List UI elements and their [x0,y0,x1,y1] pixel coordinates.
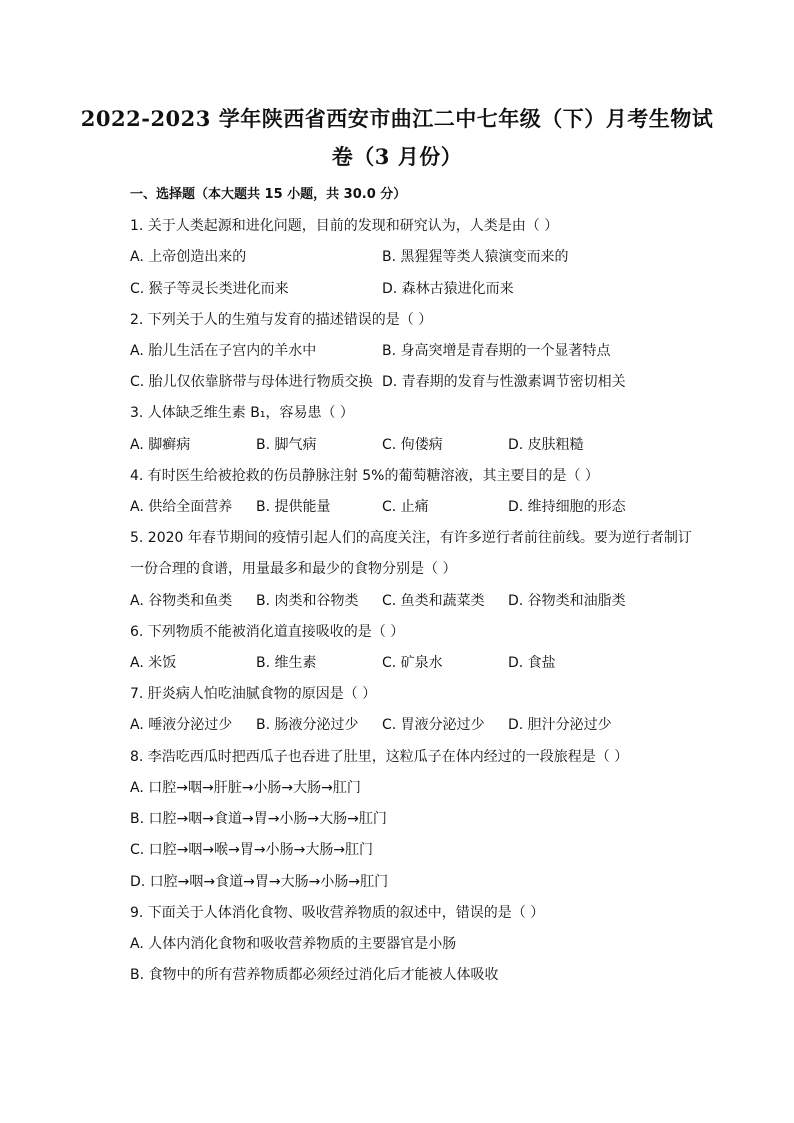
question-4-option-b: B. 提供能量 [256,499,331,515]
question-8-option-b: B. 口腔→咽→食道→胃→小肠→大肠→肛门 [130,811,387,827]
question-2-option-a: A. 胎儿生活在子宫内的羊水中 [130,343,317,359]
question-7-option-d: D. 胆汁分泌过少 [508,717,612,733]
question-6-options [130,656,700,672]
question-8-stem: 8. 李浩吃西瓜时把西瓜子也吞进了肚里，这粒瓜子在体内经过的一段旅程是（ ） [130,749,629,765]
exam-title-line2: 卷（3 月份） [331,144,463,169]
question-5-stem-continued: 一份合理的食谱，用量最多和最少的食物分别是（ ） [130,561,457,577]
question-5-stem: 5. 2020 年春节期间的疫情引起人们的高度关注，有许多逆行者前往前线。要为逆行者制订 [130,530,692,546]
question-3-stem: 3. 人体缺乏维生素 B₁，容易患（ ） [130,405,354,421]
question-3-option-b: B. 脚气病 [256,437,317,453]
question-4-option-c: C. 止痛 [382,499,429,515]
question-6-stem: 6. 下列物质不能被消化道直接吸收的是（ ） [130,624,405,640]
question-5-option-a: A. 谷物类和鱼类 [130,593,233,609]
question-7-option-b: B. 肠液分泌过少 [256,717,359,733]
question-8-option-c: C. 口腔→咽→喉→胃→小肠→大肠→肛门 [130,842,374,858]
question-5-options [130,594,700,610]
question-4-option-d: D. 维持细胞的形态 [508,499,626,515]
question-2-option-d: D. 青春期的发育与性激素调节密切相关 [382,374,626,390]
question-8-option-a: A. 口腔→咽→肝脏→小肠→大肠→肛门 [130,780,361,796]
question-1-option-b: B. 黑猩猩等类人猿演变而来的 [382,249,569,265]
question-4-stem: 4. 有时医生给被抢救的伤员静脉注射 5%的葡萄糖溶液，其主要目的是（ ） [130,468,599,484]
question-5-option-b: B. 肉类和谷物类 [256,593,359,609]
question-8-option-d: D. 口腔→咽→食道→胃→大肠→小肠→肛门 [130,874,389,890]
question-6-option-d: D. 食盐 [508,655,556,671]
question-2-option-c: C. 胎儿仅依靠脐带与母体进行物质交换 [130,374,373,390]
question-1-option-d: D. 森林古猿进化而来 [382,281,514,297]
question-1-option-a: A. 上帝创造出来的 [130,249,247,265]
exam-title-line1: 2022-2023 学年陕西省西安市曲江二中七年级（下）月考生物试 [80,106,714,131]
question-5-option-c: C. 鱼类和蔬菜类 [382,593,485,609]
question-3-options [130,438,700,454]
question-2-options-row2 [130,375,700,391]
question-7-option-c: C. 胃液分泌过少 [382,717,485,733]
question-9-option-a: A. 人体内消化食物和吸收营养物质的主要器官是小肠 [130,936,457,952]
question-5-option-d: D. 谷物类和油脂类 [508,593,626,609]
question-2-stem: 2. 下列关于人的生殖与发育的描述错误的是（ ） [130,312,433,328]
section-heading: 一、选择题（本大题共 15 小题，共 30.0 分） [130,187,407,202]
question-6-option-a: A. 米饭 [130,655,177,671]
question-4-options [130,500,700,516]
question-9-option-b: B. 食物中的所有营养物质都必须经过消化后才能被人体吸收 [130,967,499,983]
question-6-option-b: B. 维生素 [256,655,317,671]
question-1-option-c: C. 猴子等灵长类进化而来 [130,281,289,297]
question-9-stem: 9. 下面关于人体消化食物、吸收营养物质的叙述中，错误的是（ ） [130,905,545,921]
question-2-options-row1 [130,344,700,360]
question-3-option-c: C. 佝偻病 [382,437,443,453]
question-4-option-a: A. 供给全面营养 [130,499,233,515]
question-7-options [130,718,700,734]
question-3-option-a: A. 脚癣病 [130,437,191,453]
question-6-option-c: C. 矿泉水 [382,655,443,671]
question-3-option-d: D. 皮肤粗糙 [508,437,584,453]
question-1-options-row2 [130,282,700,298]
question-7-stem: 7. 肝炎病人怕吃油腻食物的原因是（ ） [130,686,377,702]
question-1-options-row1 [130,250,700,266]
question-2-option-b: B. 身高突增是青春期的一个显著特点 [382,343,611,359]
question-1-stem: 1. 关于人类起源和进化问题，目前的发现和研究认为，人类是由（ ） [130,218,559,234]
question-7-option-a: A. 唾液分泌过少 [130,717,233,733]
